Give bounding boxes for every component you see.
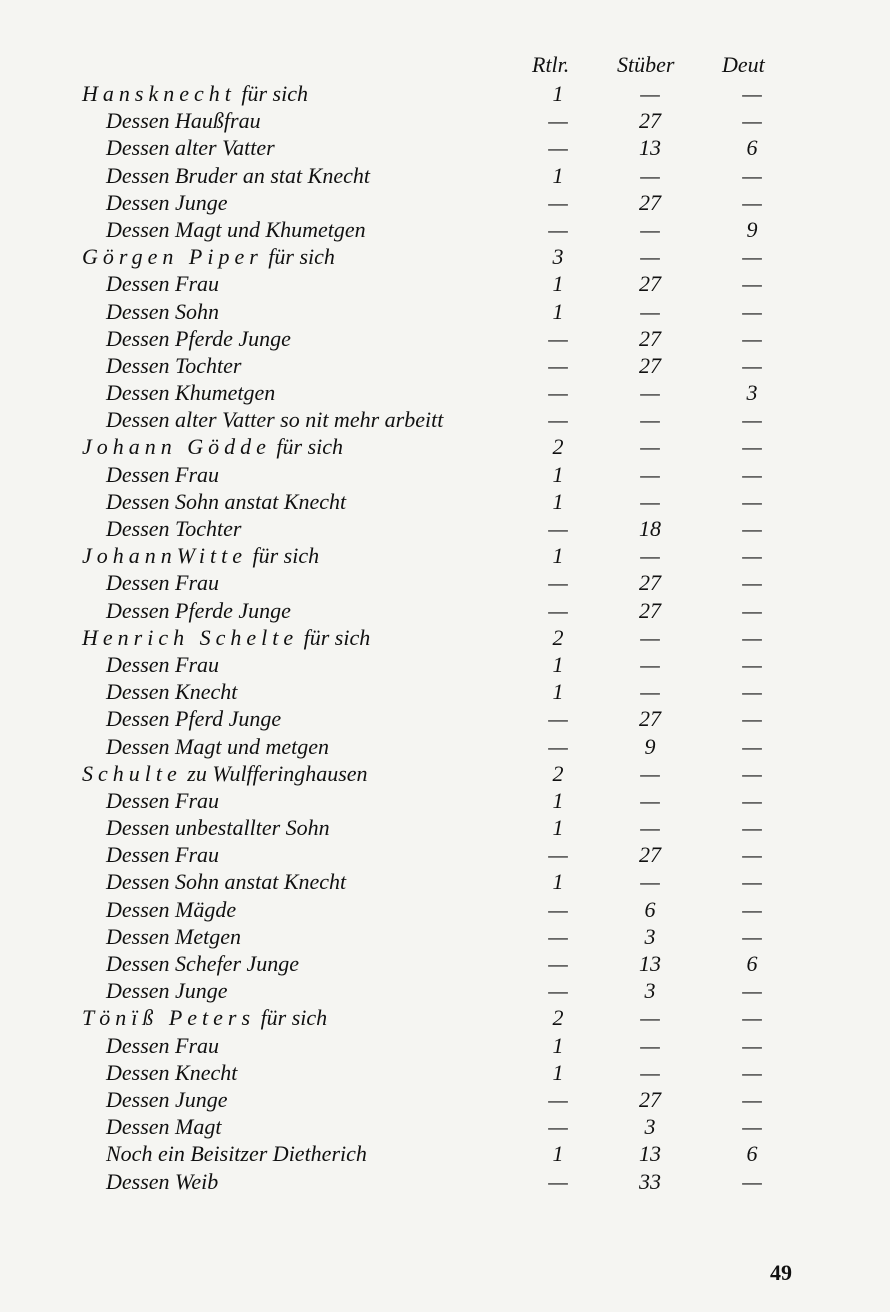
deut-value: — xyxy=(742,325,762,351)
household-member-row xyxy=(0,515,890,542)
rtlr-value: — xyxy=(548,325,568,351)
header-deut: Deut xyxy=(722,52,765,77)
stueber-value: — xyxy=(640,298,660,324)
rtlr-value: 1 xyxy=(552,787,564,813)
deut-value: — xyxy=(742,624,762,650)
deut-value: — xyxy=(742,978,762,1004)
entry-name: Dessen Junge xyxy=(106,978,228,1004)
rtlr-value: — xyxy=(548,380,568,406)
deut-value: — xyxy=(742,570,762,596)
head-name-suffix: für sich xyxy=(262,244,335,270)
household-member-row xyxy=(0,977,890,1004)
household-member-row xyxy=(0,814,890,841)
deut-value: — xyxy=(742,271,762,297)
entry-name: Dessen Frau xyxy=(106,271,220,297)
household-member-row xyxy=(0,678,890,705)
household-member-row xyxy=(0,841,890,868)
deut-value: — xyxy=(742,815,762,841)
household-member-row xyxy=(0,352,890,379)
household-member-row xyxy=(0,298,890,325)
rtlr-value: — xyxy=(548,108,568,134)
rtlr-value: — xyxy=(548,352,568,378)
stueber-value: — xyxy=(640,488,660,514)
stueber-value: — xyxy=(640,407,660,433)
household-member-row xyxy=(0,569,890,596)
stueber-value: — xyxy=(640,461,660,487)
head-name-spaced: Henrich Schelte xyxy=(82,624,299,650)
stueber-value: — xyxy=(640,869,660,895)
header-stueber: Stüber xyxy=(617,52,675,77)
head-name-suffix: für sich xyxy=(246,543,320,569)
deut-value: — xyxy=(742,189,762,215)
household-member-row xyxy=(0,868,890,895)
stueber-value: 27 xyxy=(639,570,661,596)
deut-value: — xyxy=(742,244,762,270)
entry-name xyxy=(82,624,370,651)
rtlr-value: — xyxy=(548,216,568,242)
rtlr-value: — xyxy=(548,951,568,976)
entry-name: Dessen Pferd Junge xyxy=(106,706,282,732)
entry-name: Dessen Tochter xyxy=(106,352,242,378)
entry-name: Dessen Frau xyxy=(106,787,220,813)
rtlr-value: — xyxy=(548,1114,568,1140)
household-member-row xyxy=(0,189,890,216)
household-head-row xyxy=(0,433,890,460)
deut-value: — xyxy=(742,461,762,487)
household-head-row xyxy=(0,243,890,270)
rtlr-value: — xyxy=(548,733,568,759)
stueber-value: — xyxy=(640,624,660,650)
entry-name: Dessen Tochter xyxy=(106,516,242,541)
stueber-value: — xyxy=(640,543,660,569)
household-member-row xyxy=(0,162,890,189)
household-member-row xyxy=(0,597,890,624)
deut-value: 6 xyxy=(746,951,758,976)
entry-name: Dessen unbestallter Sohn xyxy=(106,815,330,841)
deut-value: — xyxy=(742,679,762,705)
household-head-row xyxy=(0,80,890,107)
entry-name: Dessen Magt und metgen xyxy=(106,733,330,759)
household-member-row xyxy=(0,896,890,923)
stueber-value: 3 xyxy=(644,923,656,949)
deut-value: — xyxy=(742,1059,762,1085)
rtlr-value: 1 xyxy=(552,1141,564,1167)
deut-value: — xyxy=(742,706,762,732)
stueber-value: 13 xyxy=(639,1141,661,1167)
rtlr-value: — xyxy=(548,706,568,732)
deut-value: 3 xyxy=(746,380,758,406)
household-member-row xyxy=(0,923,890,950)
household-member-row xyxy=(0,733,890,760)
stueber-value: — xyxy=(640,81,660,106)
rtlr-value: 2 xyxy=(552,434,564,460)
entry-name: Dessen Frau xyxy=(106,1032,220,1058)
household-member-row xyxy=(0,270,890,297)
deut-value: — xyxy=(742,407,762,433)
rtlr-value: 1 xyxy=(552,869,564,895)
rtlr-value: 1 xyxy=(552,543,564,569)
head-name-spaced: Hansknecht xyxy=(82,81,236,106)
stueber-value: 27 xyxy=(639,352,661,378)
deut-value: — xyxy=(742,896,762,922)
household-member-row xyxy=(0,705,890,732)
rtlr-value: 1 xyxy=(552,162,564,188)
rtlr-value: — xyxy=(548,570,568,596)
head-name-suffix: zu Wulfferinghausen xyxy=(181,760,368,786)
household-member-row xyxy=(0,216,890,243)
household-head-row xyxy=(0,760,890,787)
deut-value: — xyxy=(742,1168,762,1194)
deut-value: — xyxy=(742,733,762,759)
rtlr-value: 2 xyxy=(552,760,564,786)
household-member-row xyxy=(0,107,890,134)
household-head-row xyxy=(0,542,890,569)
stueber-value: 27 xyxy=(639,325,661,351)
entry-name: Dessen Schefer Junge xyxy=(106,951,300,976)
rtlr-value: — xyxy=(548,516,568,541)
stueber-value: 6 xyxy=(644,896,656,922)
entry-name xyxy=(82,1004,327,1031)
rtlr-value: 3 xyxy=(552,244,564,270)
deut-value: — xyxy=(742,81,762,106)
stueber-value: — xyxy=(640,760,660,786)
entry-name: Dessen Knecht xyxy=(106,679,238,705)
deut-value: — xyxy=(742,352,762,378)
rtlr-value: 2 xyxy=(552,1005,564,1031)
household-member-row xyxy=(0,406,890,433)
entry-name: Dessen Khumetgen xyxy=(106,380,276,406)
stueber-value: — xyxy=(640,815,660,841)
entry-name: Dessen Junge xyxy=(106,189,228,215)
stueber-value: 33 xyxy=(639,1168,661,1194)
stueber-value: — xyxy=(640,651,660,677)
stueber-value: 27 xyxy=(639,271,661,297)
head-name-suffix: für sich xyxy=(255,1005,328,1031)
rtlr-value: — xyxy=(548,135,568,161)
household-member-row xyxy=(0,651,890,678)
stueber-value: — xyxy=(640,679,660,705)
entry-name: Dessen alter Vatter xyxy=(106,135,275,161)
rtlr-value: — xyxy=(548,842,568,868)
head-name-spaced: Schulte xyxy=(82,760,182,786)
entry-name xyxy=(82,760,368,787)
rtlr-value: 1 xyxy=(552,651,564,677)
rtlr-value: — xyxy=(548,1086,568,1112)
stueber-value: — xyxy=(640,216,660,242)
stueber-value: — xyxy=(640,1059,660,1085)
household-member-row xyxy=(0,787,890,814)
stueber-value: — xyxy=(640,787,660,813)
entry-name: Dessen Mägde xyxy=(106,896,237,922)
rtlr-value: 1 xyxy=(552,679,564,705)
deut-value: — xyxy=(742,923,762,949)
entry-name xyxy=(82,80,308,107)
household-head-row xyxy=(0,624,890,651)
household-member-row xyxy=(0,379,890,406)
deut-value: — xyxy=(742,162,762,188)
household-member-row xyxy=(0,325,890,352)
ledger-table xyxy=(0,80,890,1195)
head-name-spaced: Tönïß Peters xyxy=(82,1005,256,1031)
entry-name: Dessen Sohn xyxy=(106,298,220,324)
entry-name: Dessen Frau xyxy=(106,461,220,487)
deut-value: — xyxy=(742,651,762,677)
stueber-value: 27 xyxy=(639,1086,661,1112)
entry-name xyxy=(82,433,343,460)
deut-value: 6 xyxy=(746,1141,758,1167)
household-member-row xyxy=(0,1086,890,1113)
deut-value: — xyxy=(742,1114,762,1140)
page-number: 49 xyxy=(770,1260,792,1285)
rtlr-value: 1 xyxy=(552,461,564,487)
stueber-value: 3 xyxy=(644,1114,656,1140)
rtlr-value: — xyxy=(548,978,568,1004)
entry-name: Dessen Frau xyxy=(106,570,220,596)
deut-value: — xyxy=(742,298,762,324)
rtlr-value: — xyxy=(548,923,568,949)
entry-name: Dessen Frau xyxy=(106,842,220,868)
rtlr-value: 1 xyxy=(552,815,564,841)
household-member-row xyxy=(0,488,890,515)
rtlr-value: — xyxy=(548,597,568,623)
deut-value: — xyxy=(742,543,762,569)
rtlr-value: 1 xyxy=(552,81,564,106)
stueber-value: 3 xyxy=(644,978,656,1004)
deut-value: 9 xyxy=(746,216,758,242)
deut-value: — xyxy=(742,1005,762,1031)
stueber-value: 9 xyxy=(644,733,656,759)
entry-name: Dessen Magt xyxy=(106,1114,222,1140)
rtlr-value: 1 xyxy=(552,298,564,324)
deut-value: — xyxy=(742,869,762,895)
head-name-spaced: JohannWitte xyxy=(82,543,247,569)
household-member-row xyxy=(0,1113,890,1140)
stueber-value: — xyxy=(640,434,660,460)
household-member-row xyxy=(0,1059,890,1086)
entry-name: Dessen Sohn anstat Knecht xyxy=(106,869,347,895)
entry-name: Dessen Junge xyxy=(106,1086,228,1112)
head-name-spaced: Görgen Piper xyxy=(82,244,263,270)
stueber-value: 27 xyxy=(639,189,661,215)
entry-name: Noch ein Beisitzer Dietherich xyxy=(106,1141,367,1167)
entry-name: Dessen Frau xyxy=(106,651,220,677)
stueber-value: — xyxy=(640,1032,660,1058)
stueber-value: 27 xyxy=(639,597,661,623)
household-member-row xyxy=(0,1032,890,1059)
head-name-spaced: Johann Gödde xyxy=(82,434,271,460)
stueber-value: — xyxy=(640,380,660,406)
stueber-value: 27 xyxy=(639,108,661,134)
rtlr-value: — xyxy=(548,189,568,215)
deut-value: — xyxy=(742,434,762,460)
household-member-row xyxy=(0,1140,890,1167)
stueber-value: 13 xyxy=(639,135,661,161)
household-member-row xyxy=(0,461,890,488)
rtlr-value: 1 xyxy=(552,1059,564,1085)
rtlr-value: 2 xyxy=(552,624,564,650)
deut-value: — xyxy=(742,842,762,868)
entry-name: Dessen Metgen xyxy=(106,923,242,949)
entry-name xyxy=(82,542,319,569)
stueber-value: — xyxy=(640,244,660,270)
entry-name: Dessen Sohn anstat Knecht xyxy=(106,488,347,514)
stueber-value: — xyxy=(640,1005,660,1031)
entry-name xyxy=(82,243,335,270)
entry-name: Dessen alter Vatter so nit mehr arbeitt xyxy=(106,407,444,433)
rtlr-value: 1 xyxy=(552,271,564,297)
deut-value: — xyxy=(742,516,762,541)
stueber-value: 13 xyxy=(639,951,661,976)
household-head-row xyxy=(0,1004,890,1031)
deut-value: — xyxy=(742,488,762,514)
deut-value: — xyxy=(742,108,762,134)
deut-value: — xyxy=(742,787,762,813)
entry-name: Dessen Pferde Junge xyxy=(106,597,291,623)
stueber-value: — xyxy=(640,162,660,188)
rtlr-value: — xyxy=(548,896,568,922)
head-name-suffix: für sich xyxy=(298,624,371,650)
rtlr-value: — xyxy=(548,1168,568,1194)
rtlr-value: 1 xyxy=(552,488,564,514)
entry-name: Dessen Bruder an stat Knecht xyxy=(106,162,370,188)
household-member-row xyxy=(0,134,890,161)
rtlr-value: 1 xyxy=(552,1032,564,1058)
entry-name: Dessen Magt und Khumetgen xyxy=(106,216,366,242)
entry-name: Dessen Weib xyxy=(106,1168,219,1194)
deut-value: — xyxy=(742,760,762,786)
head-name-suffix: für sich xyxy=(270,434,344,460)
entry-name: Dessen Haußfrau xyxy=(106,108,261,134)
deut-value: 6 xyxy=(746,135,758,161)
stueber-value: 27 xyxy=(639,706,661,732)
deut-value: — xyxy=(742,1032,762,1058)
entry-name: Dessen Knecht xyxy=(106,1059,238,1085)
household-member-row xyxy=(0,1168,890,1195)
household-member-row xyxy=(0,950,890,977)
header-rtlr: Rtlr. xyxy=(532,52,570,77)
stueber-value: 27 xyxy=(639,842,661,868)
stueber-value: 18 xyxy=(639,516,661,541)
rtlr-value: — xyxy=(548,407,568,433)
head-name-suffix: für sich xyxy=(235,81,308,106)
deut-value: — xyxy=(742,1086,762,1112)
entry-name: Dessen Pferde Junge xyxy=(106,325,291,351)
deut-value: — xyxy=(742,597,762,623)
